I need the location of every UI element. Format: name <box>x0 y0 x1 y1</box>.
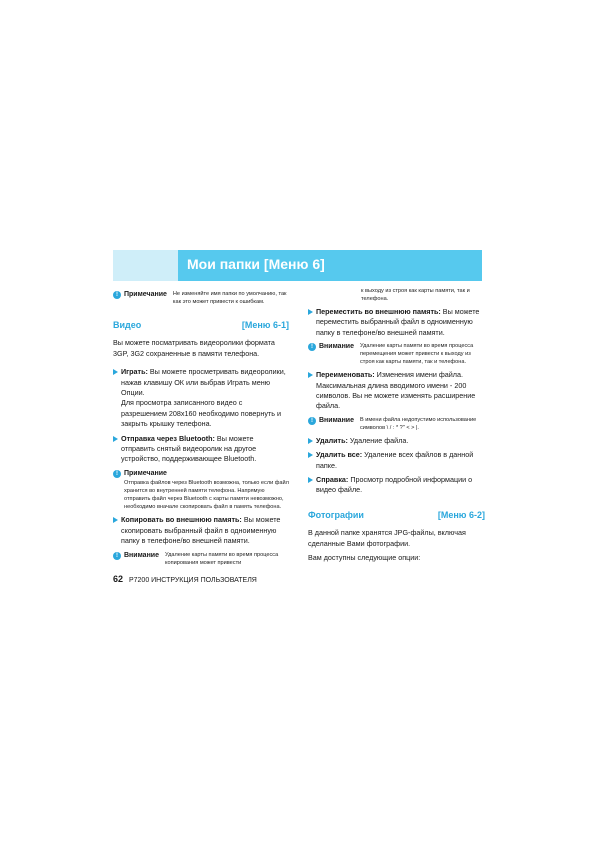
bullet-play <box>113 367 289 429</box>
bullet-help <box>308 475 485 496</box>
warning-rename <box>308 416 485 432</box>
bullet-text: Вы можете просметривать видеоролики, нажав клавишу ОК или выбрав Играть меню Опции. <box>121 367 286 398</box>
bullet-copy-external <box>113 515 289 546</box>
bullet-arrow-icon <box>308 309 313 315</box>
bullet-label: Удалить: <box>316 435 348 445</box>
bullet-arrow-icon <box>113 436 118 442</box>
page-footer <box>113 574 257 584</box>
warning-icon: ! <box>113 552 121 560</box>
section-title: Фотографии <box>308 509 364 520</box>
note-label: Примечание <box>124 469 167 477</box>
bullet-label: Переименовать: <box>316 370 375 380</box>
bullet-text: Вы можете скопировать выбранный файл в одноименную папку в телефоне/во внешней памяти. <box>121 515 281 546</box>
warning-copy <box>113 551 289 567</box>
warning-label: Внимание <box>319 416 354 424</box>
info-icon: ! <box>113 470 121 478</box>
bullet-text: Вы можете отправить снятый видеоролик на другое устройство, поддерживающее Bluetooth. <box>121 433 257 464</box>
warning-icon: ! <box>308 343 316 351</box>
paragraph-options: Вам доступны следующие опции: <box>308 553 421 563</box>
bullet-delete-all <box>308 450 485 471</box>
bullet-label: Копировать во внешнюю память: <box>121 515 242 525</box>
note-bluetooth <box>113 469 289 511</box>
bullet-arrow-icon <box>308 452 313 458</box>
bullet-arrow-icon <box>308 438 313 444</box>
bullet-extra: Для просмотра записанного видео с разрешением 208x160 необходимо повернуть и закрыть крышку телефона. <box>121 398 282 429</box>
left-column <box>113 290 289 567</box>
warning-move <box>308 342 485 366</box>
footer-text: P7200 ИНСТРУКЦИЯ ПОЛЬЗОВАТЕЛЯ <box>128 577 257 584</box>
warning-continuation: к выходу из строя как карты памяти, так и телефона. <box>361 288 470 302</box>
bullet-arrow-icon <box>113 369 118 375</box>
warning-label: Внимание <box>124 551 159 559</box>
bullet-text: Удаление всех файлов в данной папке. <box>316 450 474 470</box>
bullet-arrow-icon <box>308 372 313 378</box>
bullet-label: Переместить во внешнюю память: <box>316 307 441 316</box>
bullet-text: Вы можете переместить выбранный файл в одноименную папку в телефоне/во внешней памяти. <box>316 307 480 337</box>
page-title: Мои папки [Меню 6] <box>187 256 325 272</box>
info-icon: ! <box>113 291 121 299</box>
section-menu-number: [Меню 6-1] <box>241 320 289 330</box>
bullet-label: Удалить все: <box>316 450 363 460</box>
section-heading-video <box>113 320 289 330</box>
banner-accent-block <box>113 250 178 281</box>
note-text: Отправка файлов через Bluetooth возможна, только если файл хранится во внутренней памяти телефона. Напрямую отправить файл через Bluetooth с карты памяти невозможно, необходимо вначале скопировать файл в память телефона. <box>124 480 289 511</box>
bullet-move-external <box>308 307 485 338</box>
warning-text: Удаление карты памяти во время процесса копирования может привести <box>165 551 279 566</box>
bullet-label: Справка: <box>316 475 349 485</box>
bullet-text: Просмотр подробной информации о видео файле. <box>316 475 473 495</box>
warning-label: Внимание <box>319 343 354 351</box>
bullet-label: Играть: <box>121 367 148 377</box>
bullet-arrow-icon <box>308 477 313 483</box>
bullet-text: Удаление файла. <box>347 435 409 445</box>
warning-text: Удаление карты памяти во время процесса перемещения может привести к выходу из строя как карты памяти, так и телефона. <box>360 343 474 366</box>
section-menu-number: [Меню 6-2] <box>437 509 485 520</box>
page-number: 62 <box>113 574 124 584</box>
warning-icon: ! <box>308 417 316 425</box>
section-heading-photos <box>308 510 485 520</box>
note-text: Не изменяйте имя папки по умолчанию, так как это может привести к ошибкам. <box>172 291 287 305</box>
bullet-bluetooth <box>113 434 289 465</box>
bullet-rename <box>308 370 485 412</box>
note-label: Примечание <box>124 291 167 298</box>
right-column <box>308 287 485 568</box>
section-title: Видео <box>113 320 142 330</box>
bullet-delete <box>308 436 485 446</box>
paragraph-intro: Вы можете посматривать видеоролики формата 3GP, 3G2 сохраненные в памяти телефона. <box>113 338 275 358</box>
bullet-text: Изменения имени файла. Максимальная длина вводимого имени - 200 символов. Вы не можете изменять расширение файла. <box>316 370 476 411</box>
bullet-arrow-icon <box>113 517 118 523</box>
note-default-folder <box>113 290 289 306</box>
warning-text: В имени файла недопустимо использование символов \ / : * ?" < > |. <box>360 416 477 431</box>
paragraph-photos-intro: В данной папке хранятся JPG-файлы, включая сделанные Вами фотографии. <box>308 528 466 548</box>
bullet-label: Отправка через Bluetooth: <box>121 433 215 443</box>
